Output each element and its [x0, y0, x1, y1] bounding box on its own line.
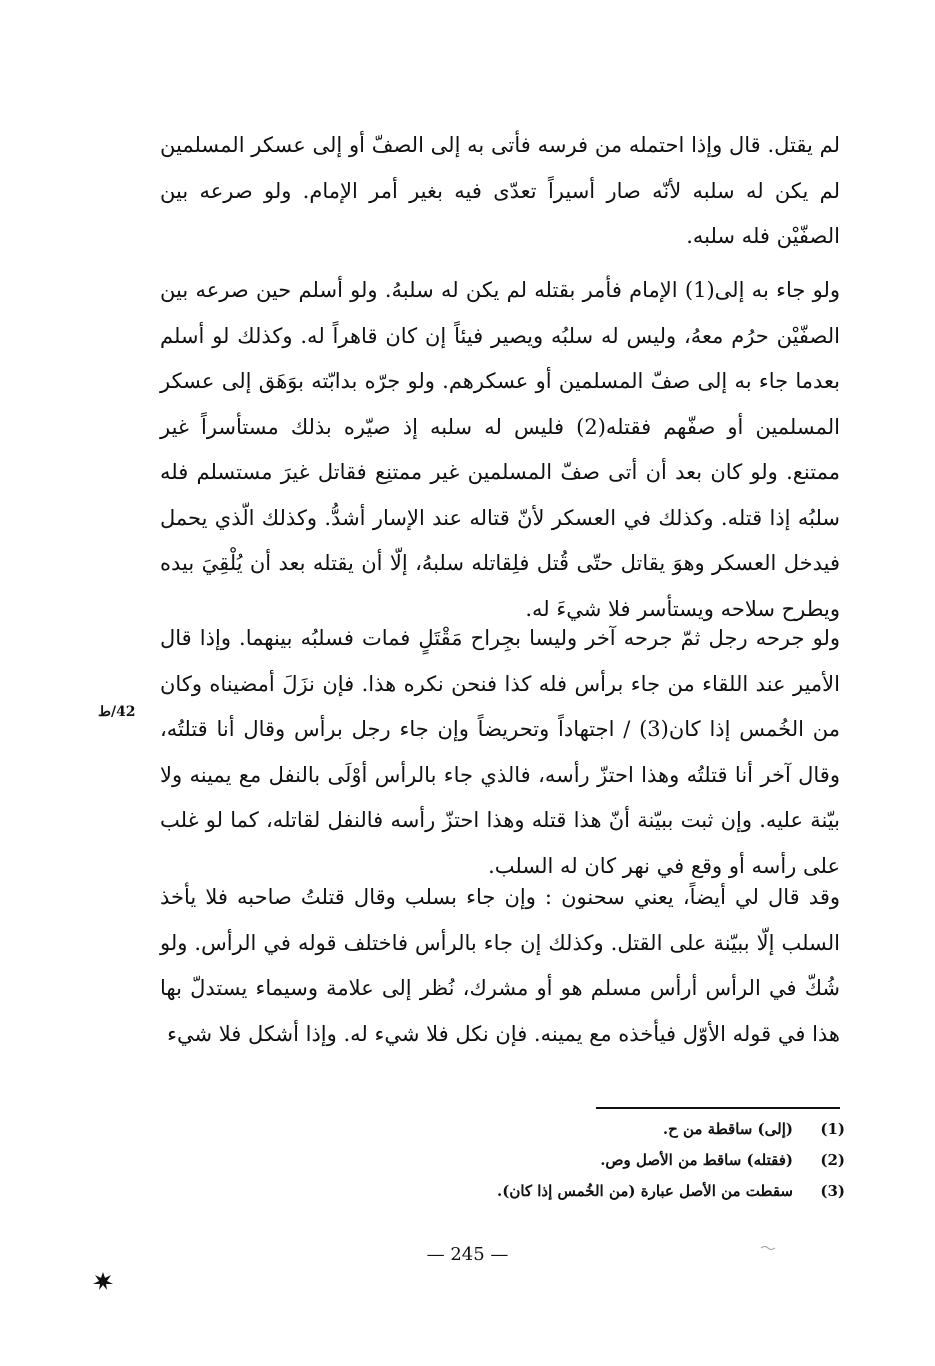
paragraph	[160, 123, 840, 260]
paragraph-text: وقد قال لي أيضاً، يعني سحنون : وإن جاء بسلب وقال قتلتُ صاحبه فلا يأخذ السلب إلّا ببيّنة على القتل. وكذلك إن جاء بالرأس فاختلف قوله في الرأس. ولو شُكّ في الرأس أرأس مسلم هو أو مشرك، نُظر إلى علامة وسيماء يستدلّ بها هذا في قوله الأوّل فيأخذه مع يمينه. فإن نكل فلا شيء له. وإذا أشكل فلا شيء	[160, 885, 840, 1046]
footnote-item	[420, 1182, 845, 1213]
manuscript-folio-note: 42/ط	[98, 704, 136, 720]
page-number: — 245 —	[426, 1244, 509, 1265]
footnote-number: (2)	[820, 1151, 845, 1169]
paragraph-text: ولو جاء به إلى(1) الإمام فأمر بقتله لم يكن له سلبهُ. ولو أسلم حين صرعه بين الصفّيْن حرُم معهُ، وليس له سلبُه ويصير فيئاً إن كان قاهراً له. وكذلك لو أسلم بعدما جاء به إلى صفّ المسلمين أو عسكرهم. ولو جرّه بدابّته بوَهَق إلى عسكر المسلمين أو صفّهم فقتله(2) فليس له سلبه إذ صيّره بذلك مستأسراً غير ممتنع. ولو كان بعد أن أتى صفّ المسلمين غير ممتنِع فقاتل غيرَ مستسلم فله سلبُه إذا قتله. وكذلك في العسكر لأنّ قتاله عند الإسار أشدُّ. وكذلك الّذي يحمل فيدخل العسكر وهوَ يقاتل حتّى قُتل فلِقاتله سلبهُ، إلّا أن يقتله بعد أن يُلْقِيَ بيده ويطرح سلاحه ويستأسر فلا شيءَ له.	[160, 278, 841, 621]
paragraph	[160, 268, 840, 632]
footnote-text: (فقتله) ساقط من الأصل وص.	[600, 1151, 793, 1169]
scan-speck-mark	[760, 1244, 776, 1252]
paragraph-text: ولو جرحه رجل ثمّ جرحه آخر وليسا بجِراح مَقْتَلٍ فمات فسلبُه بينهما. وإذا قال الأمير عند اللقاء من جاء برأس فله كذا فنحن نكره هذا. فإن نزَلَ أمضيناه وكان من الخُمس إذا كان(3) / اجتهاداً وتحريضاً وإن جاء رجل برأس وقال أنا قتلتُه، وقال آخر أنا قتلتُه وهذا احتزّ رأسه، فالذي جاء بالرأس أوْلَى بالنفل مع يمينه ولا بيّنة عليه. وإن ثبت ببيّنة أنّ هذا قتله وهذا احتزّ رأسه فالنفل لقاتله، كما لو غلب على رأسه أو وقع في نهر كان له السلب.	[160, 626, 840, 878]
paragraph	[160, 616, 840, 889]
footnote-text: سقطت من الأصل عبارة (من الخُمس إذا كان).	[497, 1182, 793, 1200]
footnote-number: (3)	[820, 1182, 845, 1200]
ink-blot-mark	[92, 1270, 114, 1292]
footnote-divider	[596, 1107, 840, 1109]
footnotes	[420, 1120, 845, 1213]
footnote-number: (1)	[820, 1120, 845, 1138]
paragraph-text: لم يقتل. قال وإذا احتمله من فرسه فأتى به إلى الصفّ أو إلى عسكر المسلمين لم يكن له سلبه لأنّه صار أسيراً تعدّى فيه بغير أمر الإمام. ولو صرعه بين الصفّيْن فله سلبه.	[160, 133, 840, 248]
footnote-item	[420, 1120, 845, 1151]
footnote-text: (إلى) ساقطة من ح.	[662, 1120, 793, 1138]
paragraph	[160, 875, 840, 1057]
footnote-item	[420, 1151, 845, 1182]
